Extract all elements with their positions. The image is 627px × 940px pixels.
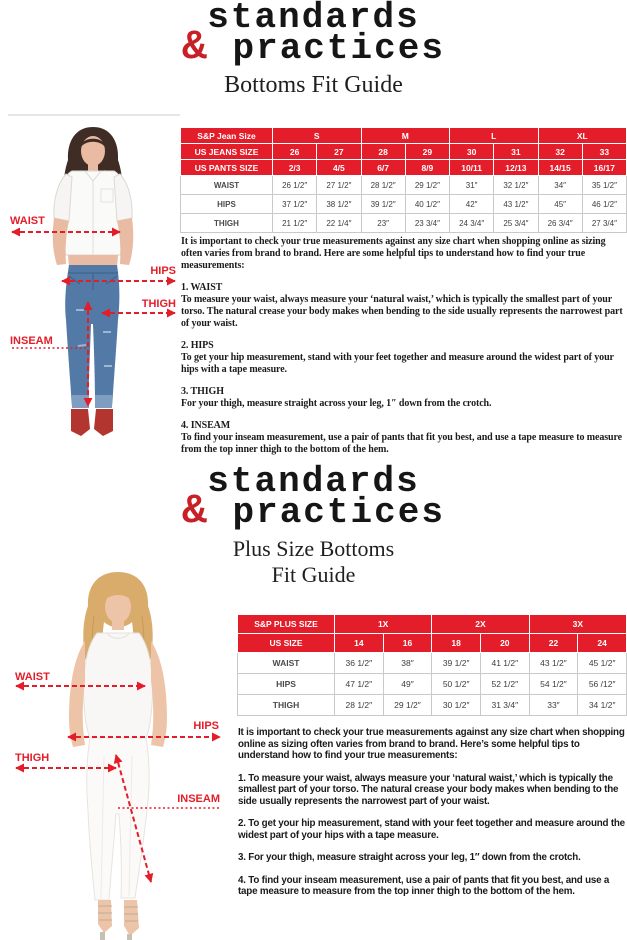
cell: 45″ <box>538 195 582 214</box>
cell: 32 1/2″ <box>494 176 538 195</box>
bottoms-size-table <box>180 127 627 233</box>
row-label-cell: THIGH <box>238 695 335 716</box>
header-cell: S&P PLUS SIZE <box>238 615 335 634</box>
brand-word-standards: standards <box>207 461 420 502</box>
header-cell: XL <box>538 128 627 144</box>
bottoms-measure-figure <box>8 114 180 440</box>
tip-paragraph: 4. To find your inseam measurement, use a pair of pants that fit you best, and use a tape measure to measure from the top inner thigh to the bottom of the hem. <box>238 874 610 897</box>
tip-paragraph: 1. To measure your waist, always measure your ‘natural waist,’ which is typically the smallest part of your torso. The natural crease your body makes when bending to the side usually represents the narrowest part of your waist. <box>238 772 619 807</box>
header-cell: 29 <box>405 144 449 160</box>
hips-measure-label: HIPS <box>150 265 176 277</box>
header-cell: 30 <box>450 144 494 160</box>
hips-measure-label: HIPS <box>193 720 219 732</box>
row-label-cell: WAIST <box>238 653 335 674</box>
cell: 41 1/2″ <box>480 653 529 674</box>
header-cell: 1X <box>335 615 432 634</box>
row-label-cell: HIPS <box>238 674 335 695</box>
table-row <box>181 176 627 195</box>
table-row <box>181 214 627 233</box>
header-cell: 16 <box>383 634 432 653</box>
tip-thigh <box>181 386 627 410</box>
brand-logo <box>0 0 627 71</box>
model-heels <box>98 900 112 933</box>
tip-body: To get your hip measurement, stand with your feet together and measure around the widest part of your hips with a tape measure. <box>181 352 614 375</box>
brand-ampersand: & <box>182 25 209 71</box>
inseam-measure-label: INSEAM <box>177 793 220 805</box>
cell: 27 3/4″ <box>582 214 626 233</box>
cell: 56 /12″ <box>578 674 627 695</box>
cell: 31 3/4″ <box>480 695 529 716</box>
header-cell: 6/7 <box>361 160 405 176</box>
model-shoes <box>71 409 90 436</box>
header-cell: 8/9 <box>405 160 449 176</box>
header-cell: 2/3 <box>273 160 317 176</box>
header-cell: S&P Jean Size <box>181 128 273 144</box>
tip-waist <box>181 282 627 330</box>
header-cell: 27 <box>317 144 361 160</box>
table-header-row <box>181 144 627 160</box>
waist-measure-label: WAIST <box>15 671 50 683</box>
waist-measure-label: WAIST <box>10 215 45 227</box>
cell: 26 3/4″ <box>538 214 582 233</box>
plus-measure-figure <box>0 556 237 940</box>
tip-hips <box>181 340 627 376</box>
model-jeans <box>65 265 119 407</box>
row-label-cell: WAIST <box>181 176 273 195</box>
header-cell: S <box>273 128 362 144</box>
title-line1: Plus Size Bottoms <box>232 536 395 561</box>
thigh-measure-label: THIGH <box>141 298 176 310</box>
tip-paragraph: 2. To get your hip measurement, stand with your feet together and measure around the widest part of your hips with a tape measure. <box>238 818 625 841</box>
cell: 50 1/2″ <box>432 674 481 695</box>
cell: 29 1/2″ <box>383 695 432 716</box>
tip-heading: 3. THIGH <box>181 386 224 397</box>
cell: 43 1/2″ <box>529 653 578 674</box>
cell: 34 1/2″ <box>578 695 627 716</box>
table-row <box>238 695 627 716</box>
cell: 39 1/2″ <box>361 195 405 214</box>
table-header-row <box>238 615 627 634</box>
cell: 43 1/2″ <box>494 195 538 214</box>
table-row <box>181 195 627 214</box>
header-cell: 3X <box>529 615 626 634</box>
cell: 30 1/2″ <box>432 695 481 716</box>
header-cell: 28 <box>361 144 405 160</box>
cell: 28 1/2″ <box>335 695 384 716</box>
cell: 24 3/4″ <box>450 214 494 233</box>
header-cell: 26 <box>273 144 317 160</box>
cell: 37 1/2″ <box>273 195 317 214</box>
cell: 34″ <box>538 176 582 195</box>
cell: 28 1/2″ <box>361 176 405 195</box>
header-cell: 10/11 <box>450 160 494 176</box>
brand-line2 <box>0 489 627 535</box>
table-row <box>238 653 627 674</box>
cell: 54 1/2″ <box>529 674 578 695</box>
header-cell: M <box>361 128 450 144</box>
cell: 29 1/2″ <box>405 176 449 195</box>
header-cell: 14 <box>335 634 384 653</box>
header-cell: 22 <box>529 634 578 653</box>
model-illustration <box>69 572 167 940</box>
header-cell: US JEANS SIZE <box>181 144 273 160</box>
tip-paragraph: 3. For your thigh, measure straight across your leg, 1″ down from the crotch. <box>238 852 581 863</box>
header-cell: US PANTS SIZE <box>181 160 273 176</box>
tip-heading: 4. INSEAM <box>181 420 231 431</box>
brand-word-standards: standards <box>207 0 420 38</box>
brand-line2 <box>0 25 627 71</box>
cell: 31″ <box>450 176 494 195</box>
tip-heading: 1. WAIST <box>181 282 223 293</box>
plus-size-table <box>237 614 627 716</box>
table-header-row <box>181 128 627 144</box>
header-cell: 20 <box>480 634 529 653</box>
header-cell: 24 <box>578 634 627 653</box>
row-label-cell: THIGH <box>181 214 273 233</box>
cell: 46 1/2″ <box>582 195 626 214</box>
header-cell: 4/5 <box>317 160 361 176</box>
page-title: Bottoms Fit Guide <box>224 72 403 98</box>
cell: 45 1/2″ <box>578 653 627 674</box>
cell: 49″ <box>383 674 432 695</box>
cell: 23″ <box>361 214 405 233</box>
header-cell: 16/17 <box>582 160 626 176</box>
cell: 33″ <box>529 695 578 716</box>
thigh-measure-label: THIGH <box>15 752 50 764</box>
row-label-cell: HIPS <box>181 195 273 214</box>
header-cell: US SIZE <box>238 634 335 653</box>
plus-measurement-tips-text <box>238 727 627 909</box>
measurement-tips-text <box>181 236 627 466</box>
cell: 23 3/4″ <box>405 214 449 233</box>
cell: 22 1/4″ <box>317 214 361 233</box>
tip-body: To measure your waist, always measure your ‘natural waist,’ which is typically the smallest part of your torso. The natural crease your body makes when bending to the side usually represents the narrowest part of your waist. <box>181 294 623 329</box>
cell: 47 1/2″ <box>335 674 384 695</box>
cell: 25 3/4″ <box>494 214 538 233</box>
header-cell: L <box>450 128 539 144</box>
cell: 38″ <box>383 653 432 674</box>
header-cell: 14/15 <box>538 160 582 176</box>
header-cell: 18 <box>432 634 481 653</box>
model-top <box>84 633 153 738</box>
tip-heading: 2. HIPS <box>181 340 214 351</box>
cell: 26 1/2″ <box>273 176 317 195</box>
cell: 36 1/2″ <box>335 653 384 674</box>
brand-ampersand: & <box>182 489 209 535</box>
brand-word-practices: practices <box>232 492 445 533</box>
cell: 42″ <box>450 195 494 214</box>
cell: 27 1/2″ <box>317 176 361 195</box>
cell: 52 1/2″ <box>480 674 529 695</box>
inseam-measure-label: INSEAM <box>10 335 53 347</box>
cell: 39 1/2″ <box>432 653 481 674</box>
cell: 38 1/2″ <box>317 195 361 214</box>
brand-logo <box>0 461 627 535</box>
intro-paragraph: It is important to check your true measurements against any size chart when shopping online as sizing often varies from brand to brand. Here are some helpful tips to understand how to find your true measurements: <box>181 236 606 271</box>
cell: 35 1/2″ <box>582 176 626 195</box>
cell: 40 1/2″ <box>405 195 449 214</box>
header-cell: 31 <box>494 144 538 160</box>
brand-word-practices: practices <box>232 28 445 69</box>
tip-body: For your thigh, measure straight across your leg, 1″ down from the crotch. <box>181 398 492 409</box>
header-cell: 12/13 <box>494 160 538 176</box>
header-cell: 32 <box>538 144 582 160</box>
table-row <box>238 674 627 695</box>
header-cell: 2X <box>432 615 529 634</box>
title-line2: Fit Guide <box>271 562 356 587</box>
model-pants <box>87 738 149 900</box>
tip-body: To find your inseam measurement, use a pair of pants that fit you best, and use a tape measure to measure from the top inner thigh to the bottom of the hem. <box>181 432 622 455</box>
table-header-row <box>238 634 627 653</box>
tip-inseam <box>181 420 627 456</box>
cell: 21 1/2″ <box>273 214 317 233</box>
intro-paragraph: It is important to check your true measurements against any size chart when shopping online as sizing often varies from brand to brand. Here’s some helpful tips to understand how to find your true measurements: <box>238 727 625 761</box>
header-cell: 33 <box>582 144 626 160</box>
table-header-row <box>181 160 627 176</box>
